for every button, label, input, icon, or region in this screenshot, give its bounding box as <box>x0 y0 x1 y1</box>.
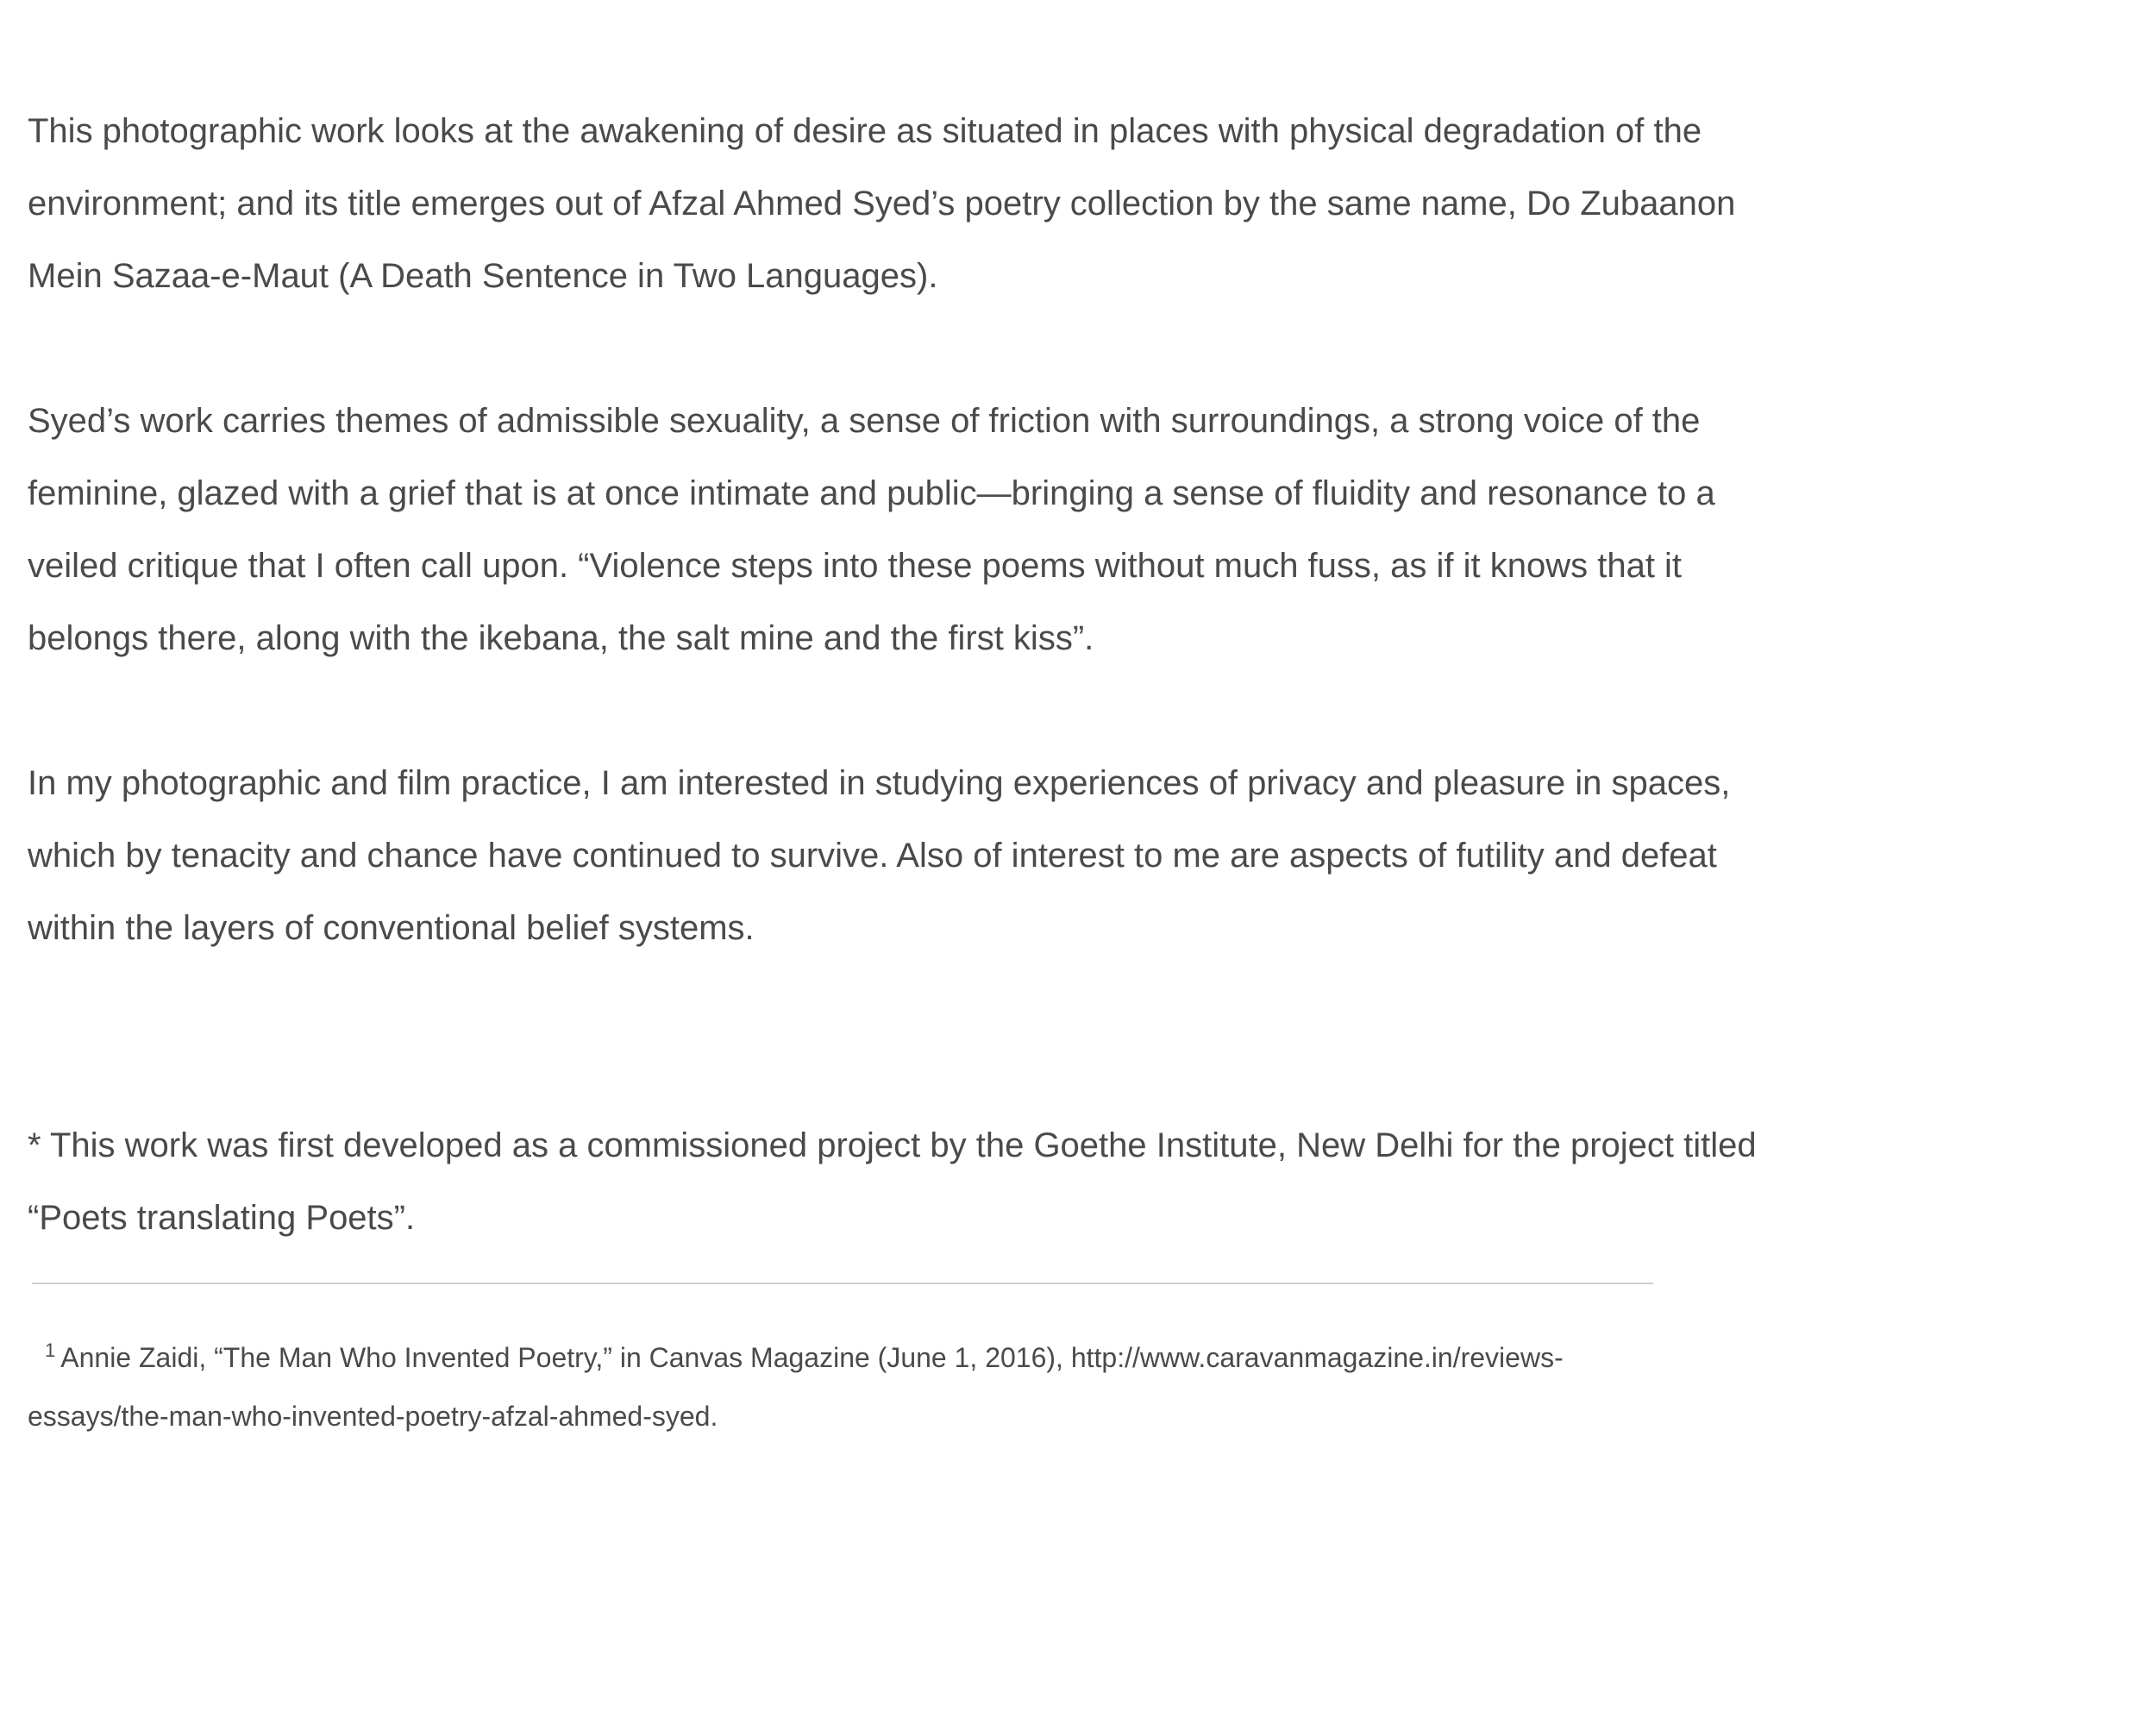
commission-note: * This work was first developed as a commissioned project by the Goethe Institute, New Delhi for the project titled “Poets translating Poets”. <box>28 1126 1757 1237</box>
footnote-number: 1 <box>45 1339 56 1361</box>
paragraph-intro: This photographic work looks at the awakening of desire as situated in places with physical degradation of the environment; and its title emerges out of Afzal Ahmed Syed’s poetry collection by the same name, Do Zubaanon Mein Sazaa-e-Maut (A Death Sentence in Two Languages). <box>28 112 1736 295</box>
article-body <box>28 95 1796 1254</box>
paragraph-syed-themes: Syed’s work carries themes of admissible sexuality, a sense of friction with surroundings, a strong voice of the feminine, glazed with a grief that is at once intimate and public—bringing a sense of fluidity and resonance to a veiled critique that I often call upon. “Violence steps into these poems without much fuss, as if it knows that it belongs there, along with the ikebana, the salt mine and the first kiss”. <box>28 402 1715 657</box>
paragraph-practice: In my photographic and film practice, I am interested in studying experiences of privacy and pleasure in spaces, which by tenacity and chance have continued to survive. Also of interest to me are aspects of futility and defeat within the layers of conventional belief systems. <box>28 764 1731 947</box>
footnote <box>28 1328 1649 1446</box>
footnote-divider <box>32 1283 1653 1284</box>
footnote-text: Annie Zaidi, “The Man Who Invented Poetry,” in Canvas Magazine (June 1, 2016), http://www.caravanmagazine.in/reviews-essays/the-man-who-invented-poetry-afzal-ahmed-syed. <box>28 1342 1564 1432</box>
